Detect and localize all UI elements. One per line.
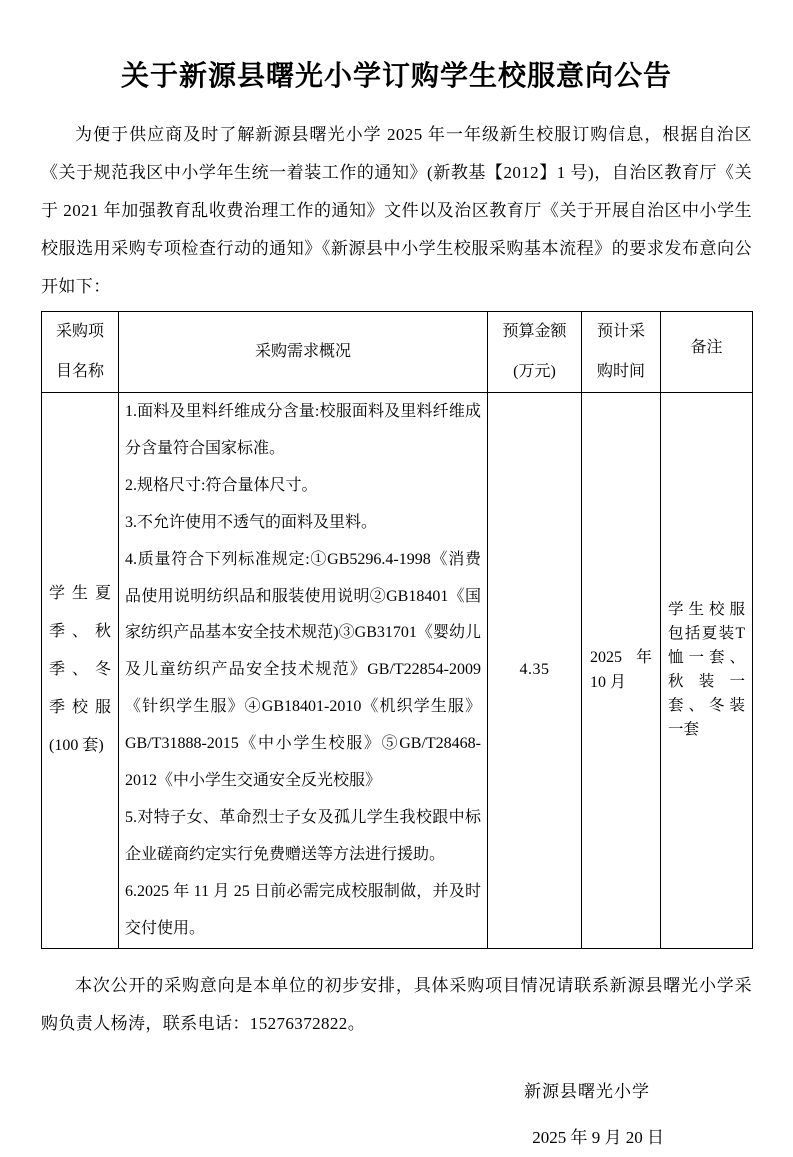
- requirement-item: 3.不允许使用不透气的面料及里料。: [125, 513, 378, 531]
- signature: 新源县曙光小学: [524, 1081, 650, 1101]
- closing-paragraph: 本次公开的采购意向是本单位的初步安排，具体采购项目情况请联系新源县曙光小学采购负责人杨涛，联系电话：15276372822。: [41, 975, 752, 1033]
- table-header-row: [42, 312, 753, 393]
- requirement-item: 4.质量符合下列标准规定:①GB5296.4-1998《消费品使用说明纺织品和服装使用说明②GB18401《国家纺织产品基本安全技术规范)③GB31701《婴幼儿及儿童纺织产品安全技术规范》GB/T22854-2009《针织学生服》④GB18401-2010《机织学生服》 GB/T31888-2015《中小学生校服》⑤GB/T28468-2012《中小学生交通安全反光校服》: [125, 550, 481, 790]
- header-budget: 预算金额(万元): [488, 312, 582, 393]
- intro-paragraph: 为便于供应商及时了解新源县曙光小学 2025 年一年级新生校服订购信息，根据自治区《关于规范我区中小学年生统一着装工作的通知》(新教基【2012】1 号)，自治区教育厅《关于 2021 年加强教育乱收费治理工作的通知》文件以及治区教育厅《关于开展自治区中小学生校服选用采购专项检查行动的通知》《新源县中小学生校服采购基本流程》的要求发布意向公开如下：: [41, 125, 752, 296]
- procurement-table: [41, 311, 753, 949]
- requirement-item: 2.规格尺寸:符合量体尺寸。: [125, 476, 318, 494]
- requirement-item: 5.对特子女、革命烈士子女及孤儿学生我校跟中标企业磋商约定实行免费赠送等方法进行援助。: [125, 808, 481, 863]
- header-remark: 备注: [661, 312, 753, 393]
- header-time: 预计采购时间: [582, 312, 661, 393]
- header-item-name: 采购项目名称: [42, 312, 119, 393]
- page-title: 关于新源县曙光小学订购学生校服意向公告: [120, 61, 672, 92]
- cell-time: 2025 年 10 月: [582, 393, 661, 949]
- requirement-item: 6.2025 年 11 月 25 日前必需完成校服制做，并及时交付使用。: [125, 882, 481, 937]
- table-row: [42, 393, 753, 949]
- cell-requirements: [119, 393, 488, 949]
- cell-budget: 4.35: [488, 393, 582, 949]
- document-date: 2025 年 9 月 20 日: [532, 1127, 664, 1147]
- requirement-item: 1.面料及里料纤维成分含量:校服面料及里料纤维成分含量符合国家标准。: [125, 403, 481, 457]
- cell-item-name: 学生夏季、秋季、冬季校服(100 套): [42, 393, 119, 949]
- cell-remark: 学生校服包括夏装T恤一套、秋装一套、冬装一套: [661, 393, 753, 949]
- header-requirements: 采购需求概况: [119, 312, 488, 393]
